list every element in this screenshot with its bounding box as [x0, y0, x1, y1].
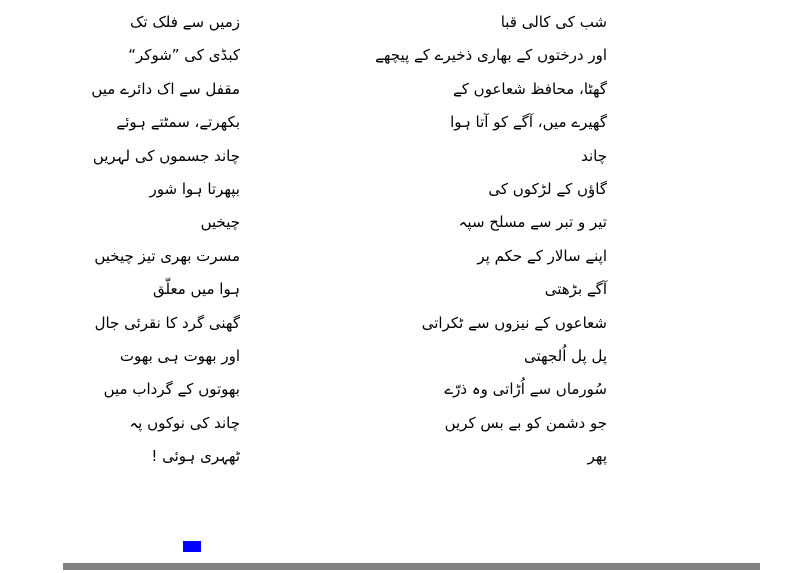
- poem-line: چیخیں: [200, 213, 240, 232]
- poem-line: جو دشمن کو بے بس کریں: [444, 413, 607, 432]
- poem-line: گھیرے میں، آگے کو آتا ہوا: [450, 113, 607, 132]
- poem-right-column: [347, 6, 607, 473]
- poem-line: بکھرتے، سمٹتے ہوئے: [116, 113, 240, 132]
- poem-line: گھنی گرد کا نقرئی جال: [94, 313, 240, 332]
- footer-divider-bar: [63, 563, 760, 570]
- poem-line: چاند کی نوکوں پہ: [129, 413, 240, 432]
- poem-line: آگے بڑھتی: [544, 280, 607, 299]
- poem-line: زمیں سے فلک تک: [129, 13, 240, 31]
- poem-line: ہوا میں معلّق: [153, 280, 240, 299]
- poem-line: گاؤں کے لڑکوں کی: [488, 179, 607, 198]
- poem-line: اپنے سالار کے حکم پر: [477, 246, 607, 265]
- poem-line: بپھرتا ہوا شور: [149, 179, 240, 198]
- blue-marker-square: [183, 541, 201, 552]
- poem-line: چاند: [581, 146, 607, 165]
- poem-line: اور درختوں کے بھاری ذخیرے کے پیچھے: [375, 46, 607, 65]
- poem-line: تیر و تبر سے مسلح سپہ: [458, 213, 607, 232]
- poem-line: کبڈی کی ”شوکر“: [128, 46, 240, 65]
- poem-line: پھر: [587, 447, 607, 466]
- poem-line: چاند جسموں کی لہریں: [92, 146, 240, 165]
- poem-line: شعاعوں کے نیزوں سے ٹکراتی: [421, 313, 607, 332]
- poem-line: شب کی کالی قبا: [500, 13, 607, 31]
- poem-line: پل پل اُلجھتی: [524, 346, 607, 365]
- poem-line: گھٹا، محافظ شعاعوں کے: [452, 79, 607, 98]
- poem-line: سُورماں سے اُڑاتی وہ ذرّے: [444, 380, 607, 399]
- poem-line: مسرت بھری تیز چیخیں: [94, 246, 240, 265]
- poem-line: بھوتوں کے گرداب میں: [103, 380, 240, 399]
- poem-line: اور بھوت ہی بھوت: [119, 346, 240, 365]
- poem-line: ٹھہری ہوئی !: [151, 447, 240, 466]
- poem-left-column: [50, 6, 240, 473]
- poem-line: مقفل سے اک دائرے میں: [91, 79, 240, 98]
